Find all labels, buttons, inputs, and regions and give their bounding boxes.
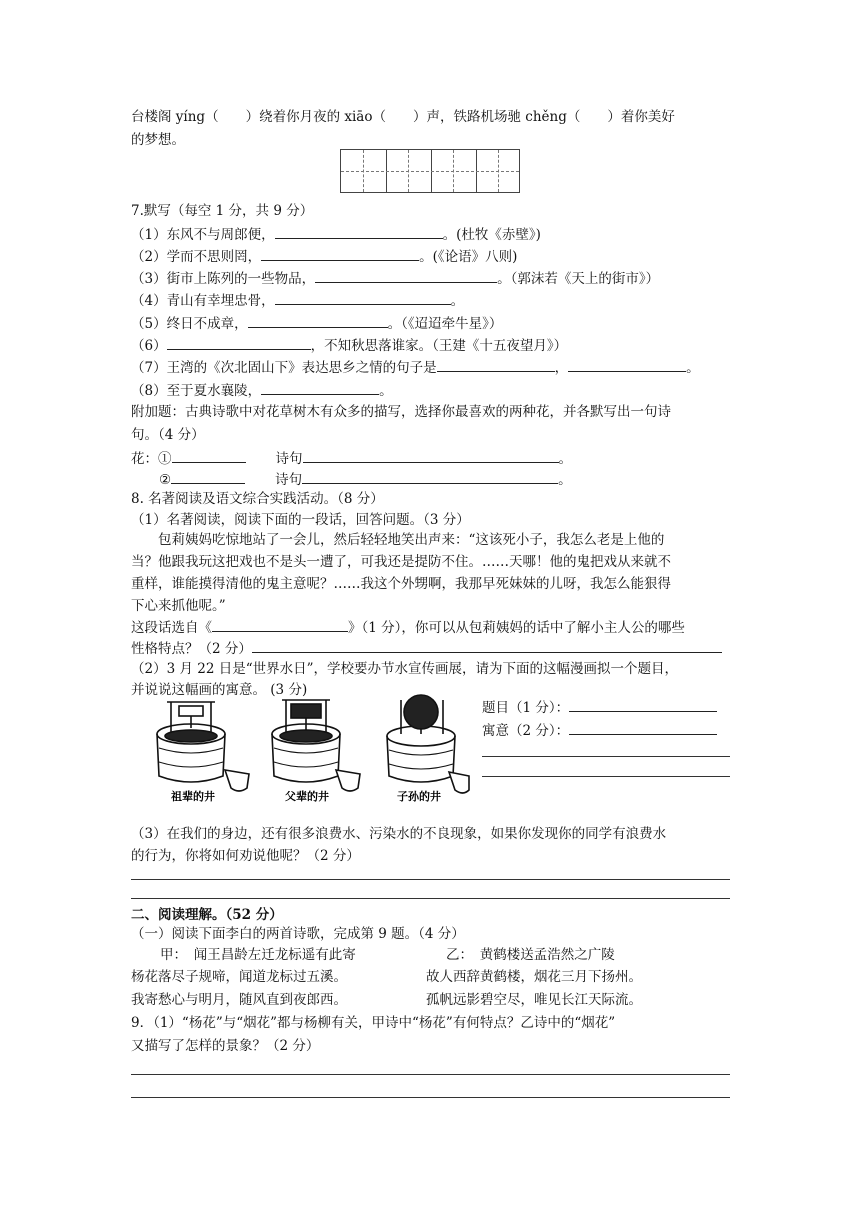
q8-part1-question: 这段话选自《 》（1 分），你可以从包莉姨妈的话中了解小主人公的哪些 (131, 617, 685, 638)
water-well-cartoon (131, 692, 471, 804)
answer-blank[interactable] (252, 638, 722, 653)
caption: 子孙的井 (397, 790, 441, 803)
q8-part3: （3）在我们的身边，还有很多浪费水、污染水的不良现象，如果你发现你的同学有浪费水 (131, 826, 667, 842)
writing-grid (340, 149, 520, 193)
question-9: 9．（1）“杨花”与“烟花”都与杨柳有关，甲诗中“杨花”有何特点？乙诗中的“烟花” (131, 1015, 616, 1031)
answer-line[interactable] (482, 756, 730, 757)
answer-blank[interactable] (302, 469, 558, 484)
answer-blank[interactable] (261, 380, 379, 395)
section-2-title: 二、阅读理解。（52 分） (131, 907, 283, 923)
poem-a-title: 甲： 闻王昌龄左迁龙标遥有此寄 (160, 947, 356, 963)
extra-question-cont: 句。（4 分） (131, 427, 205, 443)
question-9-cont: 又描写了怎样的景象？（2 分） (131, 1038, 320, 1054)
extra-question: 附加题：古典诗歌中对花草树木有众多的描写，选择你最喜欢的两种花，并各默写出一句诗 (131, 404, 671, 420)
caption: 祖辈的井 (171, 790, 215, 803)
caption: 父辈的井 (285, 790, 329, 803)
q7-item-2: （2）学而不思则罔， 。(《论语》八则) (131, 246, 517, 267)
answer-blank[interactable] (212, 617, 348, 632)
answer-blank[interactable] (171, 469, 245, 484)
answer-blank[interactable] (275, 290, 451, 305)
passage-line: 重样，谁能摸得清他的鬼主意呢？……我这个外甥啊，我那早死妹妹的儿呀，我怎么能狠得 (131, 576, 671, 592)
q8-part1-question-cont: 性格特点？（2 分） (131, 638, 722, 659)
poem-a-line: 杨花落尽子规啼，闻道龙标过五溪。 (131, 969, 347, 985)
answer-blank[interactable] (261, 246, 419, 261)
poem-b-line: 故人西辞黄鹤楼，烟花三月下扬州。 (426, 969, 642, 985)
topic-answer: 题目（1 分）： (482, 697, 717, 718)
meaning-answer: 寓意（2 分）： (482, 720, 717, 741)
answer-line[interactable] (131, 898, 730, 899)
passage-line: 包莉姨妈吃惊地站了一会儿，然后轻轻地笑出声来：“这该死小子，我怎么老是上他的 (131, 532, 665, 548)
answer-blank[interactable] (569, 697, 717, 712)
answer-line[interactable] (131, 1097, 730, 1098)
q7-item-6: （6） ，不知秋思落谁家。（王建《十五夜望月》） (131, 335, 567, 356)
answer-blank[interactable] (569, 720, 717, 735)
q7-item-4: （4）青山有幸埋忠骨， 。 (131, 290, 464, 311)
answer-line[interactable] (131, 879, 730, 880)
q8-part3-cont: 的行为，你将如何劝说他呢？（2 分） (131, 848, 360, 864)
passage-line: 当？他跟我玩这把戏也不是头一遭了，可我还是提防不住。……天哪！他的鬼把戏从来就不 (131, 554, 671, 570)
poem-b-line: 孤帆远影碧空尽，唯见长江天际流。 (426, 992, 642, 1008)
text-line: 台楼阁 yíng（ ）绕着你月夜的 xiāo（ ）声，铁路机场驰 chěng（ ）着你美好 (131, 109, 675, 125)
q7-item-1: （1）东风不与周郎便， 。(杜牧《赤壁》) (131, 224, 541, 245)
answer-line[interactable] (482, 776, 730, 777)
text-line: 的梦想。 (131, 132, 185, 148)
q8-part1-title: （1）名著阅读，阅读下面的一段话，回答问题。（3 分） (131, 512, 470, 528)
section-2-sub: （一）阅读下面李白的两首诗歌，完成第 9 题。（4 分） (131, 926, 465, 942)
answer-blank[interactable] (315, 268, 497, 283)
answer-blank[interactable] (167, 335, 311, 350)
q8-part2-cont: 并说说这幅画的寓意。 (3 分) (131, 682, 308, 698)
answer-blank[interactable] (437, 357, 555, 372)
q7-item-3: （3）街市上陈列的一些物品， 。（郭沫若《天上的街市》） (131, 268, 659, 289)
answer-blank[interactable] (172, 448, 246, 463)
flower-answer-2: ② 诗句 。 (131, 469, 572, 490)
question-7-title: 7.默写（每空 1 分，共 9 分） (131, 203, 314, 219)
q7-item-5: （5）终日不成章， 。（《迢迢牵牛星》） (131, 313, 502, 334)
q7-item-8: （8）至于夏水襄陵， 。 (131, 380, 393, 401)
q7-item-7: （7）王湾的《次北固山下》表达思乡之情的句子是 ， 。 (131, 357, 700, 378)
answer-blank[interactable] (303, 448, 559, 463)
answer-blank[interactable] (568, 357, 686, 372)
poem-a-line: 我寄愁心与明月，随风直到夜郎西。 (131, 992, 347, 1008)
question-8-title: 8. 名著阅读及语文综合实践活动。（8 分） (131, 491, 384, 507)
flower-answer-1: 花：① 诗句 。 (131, 448, 572, 469)
answer-line[interactable] (131, 1074, 730, 1075)
passage-line: 下心来抓他呢。” (131, 598, 226, 614)
answer-blank[interactable] (275, 224, 443, 239)
answer-blank[interactable] (248, 313, 388, 328)
q8-part2: （2）3 月 22 日是“世界水日”，学校要办节水宣传画展，请为下面的这幅漫画拟一个题目， (131, 661, 679, 677)
poem-b-title: 乙： 黄鹤楼送孟浩然之广陵 (446, 947, 615, 963)
